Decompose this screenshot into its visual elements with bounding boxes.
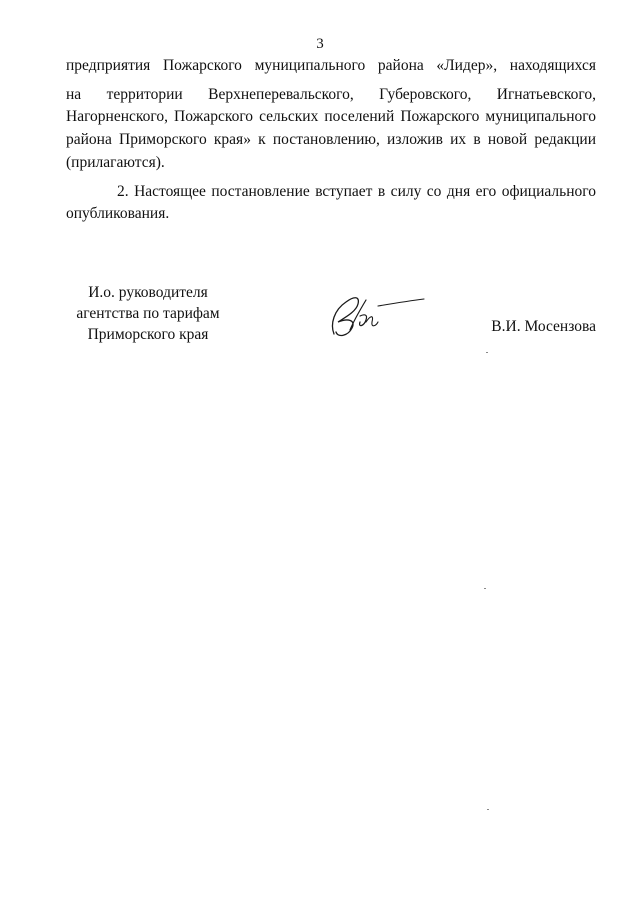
signer-position-line: И.о. руководителя — [88, 284, 208, 301]
scan-artifact — [486, 352, 488, 353]
signer-position-line: агентства по тарифам — [76, 305, 220, 322]
text-line: Нагорненского, Пожарского сельских поселений Пожарского муниципального — [66, 108, 596, 125]
signer-position-line: Приморского края — [87, 326, 209, 343]
text-line: (прилагаются). — [66, 154, 165, 171]
text-line: предприятия Пожарского муниципального района «Лидер», находящихся — [66, 57, 596, 74]
page-number: 3 — [316, 36, 324, 52]
signer-position — [60, 282, 236, 345]
scan-artifact — [487, 809, 489, 810]
handwritten-signature — [320, 284, 440, 344]
text-line: на территории Верхнеперевальского, Губеровского, Игнатьевского, — [66, 86, 596, 103]
text-line: района Приморского края» к постановлению, изложив их в новой редакции — [66, 131, 596, 148]
scan-artifact — [484, 588, 486, 589]
text-line: 2. Настоящее постановление вступает в силу со дня его официального — [117, 183, 596, 200]
text-line: опубликования. — [66, 205, 170, 222]
signer-name: В.И. Мосензова — [491, 318, 596, 335]
